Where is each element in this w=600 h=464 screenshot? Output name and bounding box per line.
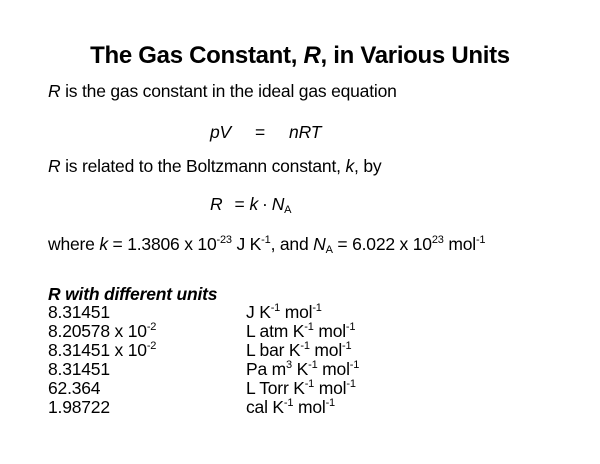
unit-exponent: -1: [308, 359, 318, 371]
unit-exponent: -1: [325, 397, 335, 409]
r-value-wrap: [48, 321, 156, 342]
unit-exponent: 3: [286, 359, 292, 371]
unit-exponent: -1: [342, 340, 352, 352]
unit-text: cal K: [246, 397, 284, 417]
r-unit: [246, 321, 355, 342]
r-value-exponent: -2: [146, 321, 157, 333]
unit-exponent: -1: [312, 302, 322, 314]
unit-text: Pa m: [246, 359, 287, 379]
unit-exponent: -1: [283, 397, 294, 409]
unit-exponent: -1: [304, 378, 315, 390]
r-value-exponent: -2: [146, 340, 157, 352]
unit-exponent: -1: [304, 321, 314, 333]
units-table-heading: R with different units: [48, 284, 218, 304]
unit-exponent: -1: [300, 340, 310, 352]
unit-text: mol: [317, 359, 350, 379]
unit-exponent: -1: [346, 378, 356, 390]
r-unit: [246, 359, 359, 380]
unit-exponent: -1: [270, 302, 281, 314]
r-value: 62.364: [48, 378, 101, 398]
r-value-wrap: [48, 340, 156, 361]
r-value: 8.31451: [48, 359, 110, 379]
r-unit: [246, 378, 356, 399]
boltzmann-relation-line: R is related to the Boltzmann constant, k, by: [48, 156, 382, 176]
unit-text: mol: [314, 378, 347, 398]
unit-text: mol: [313, 321, 346, 341]
unit-text: K: [291, 359, 309, 379]
unit-text: L Torr K: [246, 378, 305, 398]
unit-text: mol: [309, 340, 343, 360]
unit-exponent: -1: [349, 359, 360, 371]
boltzmann-equation: $R = k \cdot N_A$: [210, 194, 292, 216]
intro-line: R is the gas constant in the ideal gas equation: [48, 81, 397, 101]
r-value: 1.98722: [48, 397, 110, 417]
r-value: 8.31451: [48, 302, 110, 322]
unit-text: mol: [293, 397, 326, 417]
ideal-gas-equation: pV = nRT: [210, 122, 322, 142]
r-unit: [246, 397, 335, 418]
unit-text: mol: [280, 302, 313, 322]
r-value: 8.31451 x 10: [48, 340, 147, 360]
r-value: 8.20578 x 10: [48, 321, 147, 341]
unit-text: J K: [246, 302, 271, 322]
constants-line: where k = 1.3806 x $10^{-23}$ J $K^{-1}$, and $N_A = 6.022$ x $10^{23}$ mol$^{-1}$: [48, 234, 486, 256]
unit-exponent: -1: [345, 321, 356, 333]
r-unit: [246, 340, 351, 361]
r-unit: [246, 302, 322, 323]
unit-text: L bar K: [246, 340, 301, 360]
page-title: The Gas Constant, R, in Various Units: [90, 42, 510, 69]
unit-text: L atm K: [246, 321, 305, 341]
